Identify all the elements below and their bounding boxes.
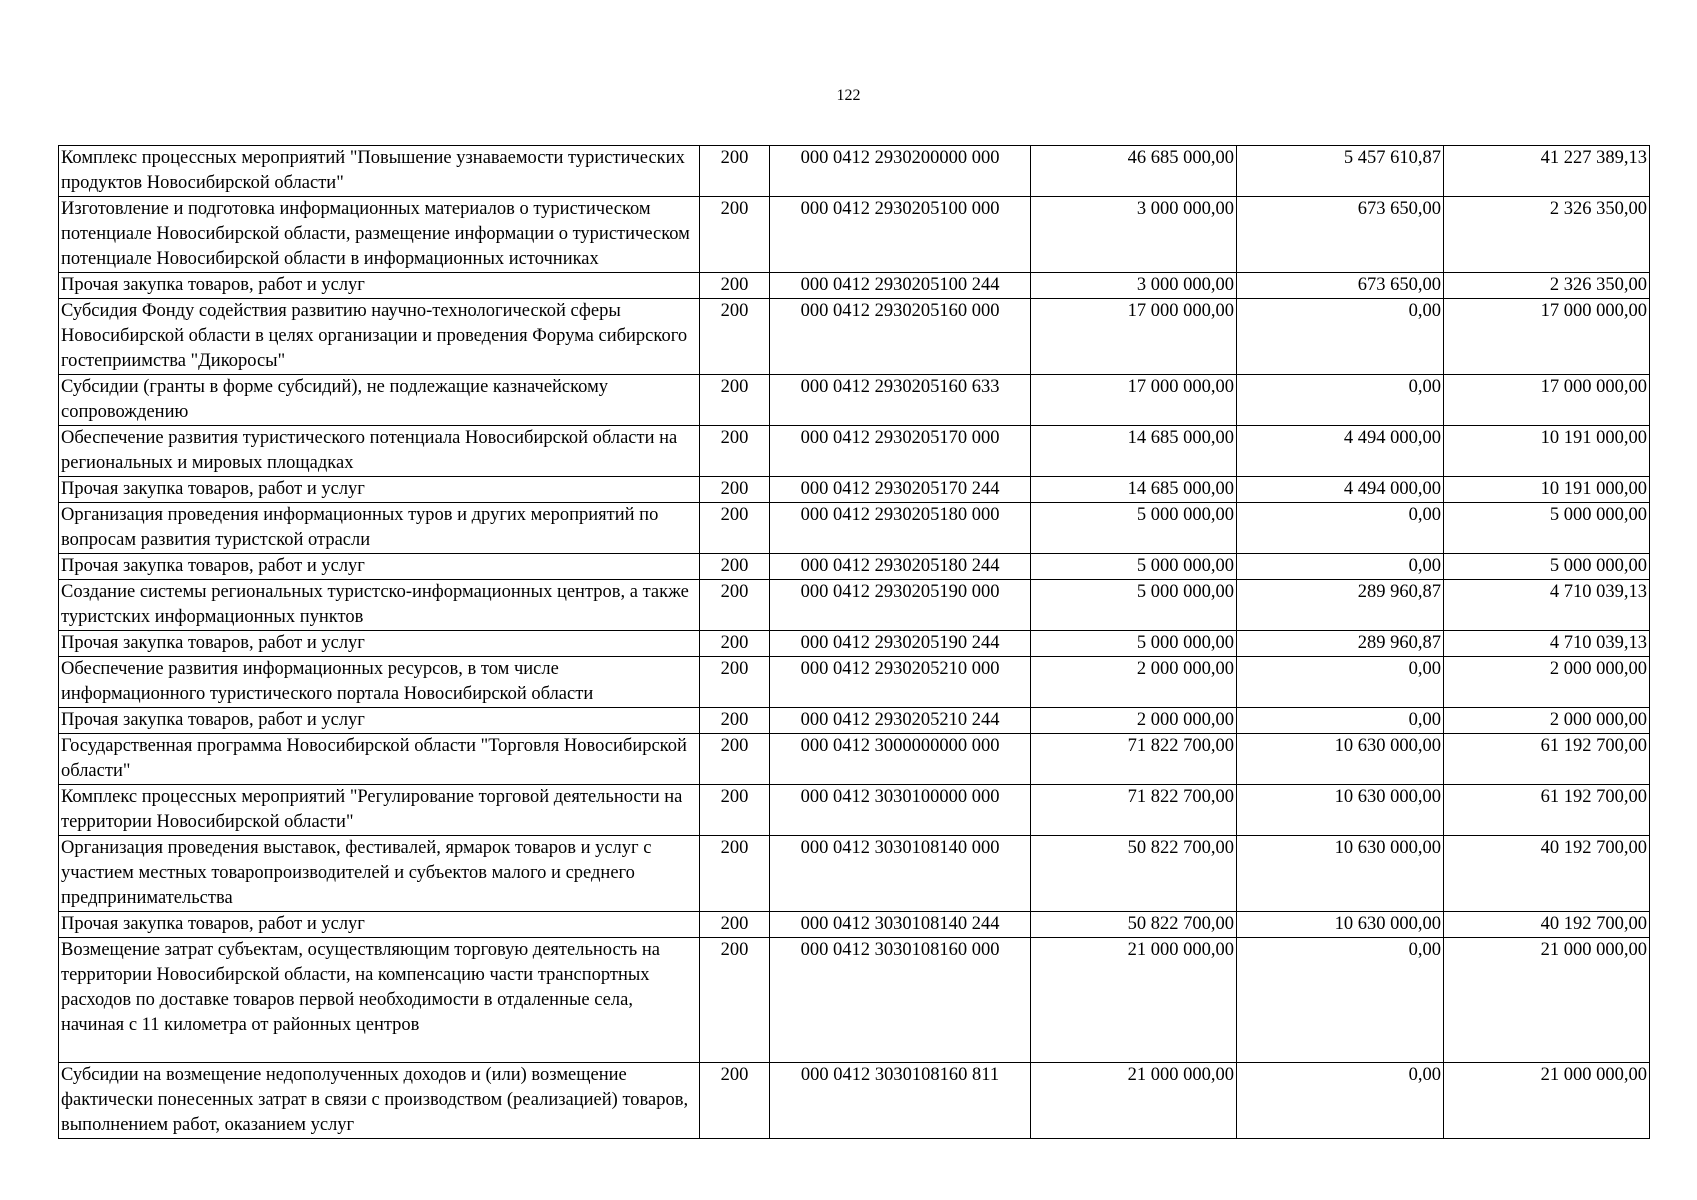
row-name: Изготовление и подготовка информационных материалов о туристическом потенциале Новосибирской области, размещение информации о туристическом потенциале Новосибирской области в информационных источниках: [59, 197, 700, 273]
row-remaining: 61 192 700,00: [1444, 734, 1650, 785]
row-approved: 2 000 000,00: [1031, 708, 1237, 734]
row-budget-code: 000 0412 2930205210 000: [770, 657, 1031, 708]
row-line-code: 200: [700, 938, 770, 1063]
row-executed: 4 494 000,00: [1237, 477, 1444, 503]
row-remaining: 10 191 000,00: [1444, 477, 1650, 503]
row-executed: 5 457 610,87: [1237, 146, 1444, 197]
table-row: [59, 708, 1650, 734]
row-line-code: 200: [700, 197, 770, 273]
row-executed: 673 650,00: [1237, 273, 1444, 299]
row-budget-code: 000 0412 2930205180 000: [770, 503, 1031, 554]
row-name: Прочая закупка товаров, работ и услуг: [59, 912, 700, 938]
row-remaining: 17 000 000,00: [1444, 299, 1650, 375]
row-executed: 10 630 000,00: [1237, 836, 1444, 912]
row-budget-code: 000 0412 2930205190 000: [770, 580, 1031, 631]
table-row: [59, 938, 1650, 1063]
table-row: [59, 580, 1650, 631]
row-line-code: 200: [700, 734, 770, 785]
row-executed: 10 630 000,00: [1237, 912, 1444, 938]
row-remaining: 4 710 039,13: [1444, 631, 1650, 657]
row-name: Прочая закупка товаров, работ и услуг: [59, 273, 700, 299]
row-line-code: 200: [700, 426, 770, 477]
row-name: Субсидии на возмещение недополученных доходов и (или) возмещение фактически понесенных затрат в связи с производством (реализацией) товаров, выполнением работ, оказанием услуг: [59, 1063, 700, 1139]
row-name: Прочая закупка товаров, работ и услуг: [59, 708, 700, 734]
row-line-code: 200: [700, 580, 770, 631]
row-line-code: 200: [700, 503, 770, 554]
row-executed: 0,00: [1237, 299, 1444, 375]
row-executed: 4 494 000,00: [1237, 426, 1444, 477]
row-budget-code: 000 0412 2930205190 244: [770, 631, 1031, 657]
budget-table: [58, 145, 1650, 1139]
row-executed: 673 650,00: [1237, 197, 1444, 273]
row-line-code: 200: [700, 912, 770, 938]
table-row: [59, 299, 1650, 375]
table-row: [59, 657, 1650, 708]
row-remaining: 2 000 000,00: [1444, 708, 1650, 734]
row-name: Комплекс процессных мероприятий "Повышение узнаваемости туристических продуктов Новосибирской области": [59, 146, 700, 197]
table-row: [59, 554, 1650, 580]
row-remaining: 17 000 000,00: [1444, 375, 1650, 426]
table-row: [59, 197, 1650, 273]
row-approved: 50 822 700,00: [1031, 836, 1237, 912]
row-budget-code: 000 0412 3030108140 244: [770, 912, 1031, 938]
row-name: Государственная программа Новосибирской области "Торговля Новосибирской области": [59, 734, 700, 785]
row-executed: 10 630 000,00: [1237, 734, 1444, 785]
row-approved: 21 000 000,00: [1031, 938, 1237, 1063]
row-executed: 0,00: [1237, 503, 1444, 554]
row-executed: 0,00: [1237, 708, 1444, 734]
row-executed: 0,00: [1237, 375, 1444, 426]
row-approved: 2 000 000,00: [1031, 657, 1237, 708]
table-row: [59, 734, 1650, 785]
row-name: Субсидия Фонду содействия развитию научно-технологической сферы Новосибирской области в целях организации и проведения Форума сибирского гостеприимства "Дикоросы": [59, 299, 700, 375]
row-executed: 10 630 000,00: [1237, 785, 1444, 836]
row-executed: 289 960,87: [1237, 580, 1444, 631]
row-approved: 50 822 700,00: [1031, 912, 1237, 938]
row-line-code: 200: [700, 375, 770, 426]
row-name: Обеспечение развития туристического потенциала Новосибирской области на региональных и мировых площадках: [59, 426, 700, 477]
row-line-code: 200: [700, 708, 770, 734]
row-executed: 0,00: [1237, 938, 1444, 1063]
table-row: [59, 1063, 1650, 1139]
row-line-code: 200: [700, 273, 770, 299]
table-row: [59, 375, 1650, 426]
row-name: Прочая закупка товаров, работ и услуг: [59, 554, 700, 580]
row-line-code: 200: [700, 657, 770, 708]
row-budget-code: 000 0412 2930205160 000: [770, 299, 1031, 375]
table-row: [59, 912, 1650, 938]
row-line-code: 200: [700, 477, 770, 503]
row-approved: 14 685 000,00: [1031, 426, 1237, 477]
row-name: Организация проведения информационных туров и других мероприятий по вопросам развития туристской отрасли: [59, 503, 700, 554]
row-line-code: 200: [700, 554, 770, 580]
row-remaining: 40 192 700,00: [1444, 912, 1650, 938]
row-approved: 17 000 000,00: [1031, 299, 1237, 375]
row-line-code: 200: [700, 146, 770, 197]
row-remaining: 2 000 000,00: [1444, 657, 1650, 708]
row-budget-code: 000 0412 2930205180 244: [770, 554, 1031, 580]
row-remaining: 21 000 000,00: [1444, 1063, 1650, 1139]
row-approved: 21 000 000,00: [1031, 1063, 1237, 1139]
row-budget-code: 000 0412 2930205100 000: [770, 197, 1031, 273]
row-budget-code: 000 0412 2930200000 000: [770, 146, 1031, 197]
row-remaining: 41 227 389,13: [1444, 146, 1650, 197]
row-approved: 14 685 000,00: [1031, 477, 1237, 503]
row-line-code: 200: [700, 785, 770, 836]
row-budget-code: 000 0412 3000000000 000: [770, 734, 1031, 785]
row-budget-code: 000 0412 2930205210 244: [770, 708, 1031, 734]
row-name: Комплекс процессных мероприятий "Регулирование торговой деятельности на территории Новосибирской области": [59, 785, 700, 836]
row-name: Обеспечение развития информационных ресурсов, в том числе информационного туристического портала Новосибирской области: [59, 657, 700, 708]
row-line-code: 200: [700, 1063, 770, 1139]
table-row: [59, 273, 1650, 299]
row-approved: 71 822 700,00: [1031, 785, 1237, 836]
row-remaining: 21 000 000,00: [1444, 938, 1650, 1063]
row-executed: 289 960,87: [1237, 631, 1444, 657]
row-approved: 3 000 000,00: [1031, 197, 1237, 273]
row-remaining: 40 192 700,00: [1444, 836, 1650, 912]
row-budget-code: 000 0412 2930205100 244: [770, 273, 1031, 299]
row-name: Возмещение затрат субъектам, осуществляющим торговую деятельность на территории Новосибирской области, на компенсацию части транспортных расходов по доставке товаров первой необходимости в отдаленные села, начиная с 11 километра от районных центров: [59, 938, 700, 1063]
table-row: [59, 146, 1650, 197]
table-row: [59, 477, 1650, 503]
table-row: [59, 503, 1650, 554]
row-approved: 17 000 000,00: [1031, 375, 1237, 426]
table-row: [59, 785, 1650, 836]
row-remaining: 61 192 700,00: [1444, 785, 1650, 836]
row-approved: 71 822 700,00: [1031, 734, 1237, 785]
row-name: Прочая закупка товаров, работ и услуг: [59, 477, 700, 503]
row-remaining: 5 000 000,00: [1444, 503, 1650, 554]
table-row: [59, 836, 1650, 912]
row-line-code: 200: [700, 299, 770, 375]
row-budget-code: 000 0412 2930205170 244: [770, 477, 1031, 503]
row-budget-code: 000 0412 3030100000 000: [770, 785, 1031, 836]
row-remaining: 10 191 000,00: [1444, 426, 1650, 477]
table-row: [59, 426, 1650, 477]
row-remaining: 2 326 350,00: [1444, 273, 1650, 299]
row-executed: 0,00: [1237, 1063, 1444, 1139]
row-name: Организация проведения выставок, фестивалей, ярмарок товаров и услуг с участием местных товаропроизводителей и субъектов малого и среднего предпринимательства: [59, 836, 700, 912]
row-approved: 5 000 000,00: [1031, 631, 1237, 657]
row-budget-code: 000 0412 3030108160 811: [770, 1063, 1031, 1139]
table-row: [59, 631, 1650, 657]
row-remaining: 2 326 350,00: [1444, 197, 1650, 273]
row-approved: 5 000 000,00: [1031, 554, 1237, 580]
row-budget-code: 000 0412 2930205170 000: [770, 426, 1031, 477]
row-approved: 5 000 000,00: [1031, 580, 1237, 631]
row-line-code: 200: [700, 631, 770, 657]
row-name: Субсидии (гранты в форме субсидий), не подлежащие казначейскому сопровождению: [59, 375, 700, 426]
row-budget-code: 000 0412 3030108140 000: [770, 836, 1031, 912]
row-budget-code: 000 0412 2930205160 633: [770, 375, 1031, 426]
row-approved: 46 685 000,00: [1031, 146, 1237, 197]
row-approved: 5 000 000,00: [1031, 503, 1237, 554]
row-line-code: 200: [700, 836, 770, 912]
row-approved: 3 000 000,00: [1031, 273, 1237, 299]
row-name: Создание системы региональных туристско-информационных центров, а также туристских информационных пунктов: [59, 580, 700, 631]
row-executed: 0,00: [1237, 657, 1444, 708]
row-remaining: 4 710 039,13: [1444, 580, 1650, 631]
row-budget-code: 000 0412 3030108160 000: [770, 938, 1031, 1063]
page-number: 122: [836, 87, 861, 104]
row-executed: 0,00: [1237, 554, 1444, 580]
row-name: Прочая закупка товаров, работ и услуг: [59, 631, 700, 657]
row-remaining: 5 000 000,00: [1444, 554, 1650, 580]
